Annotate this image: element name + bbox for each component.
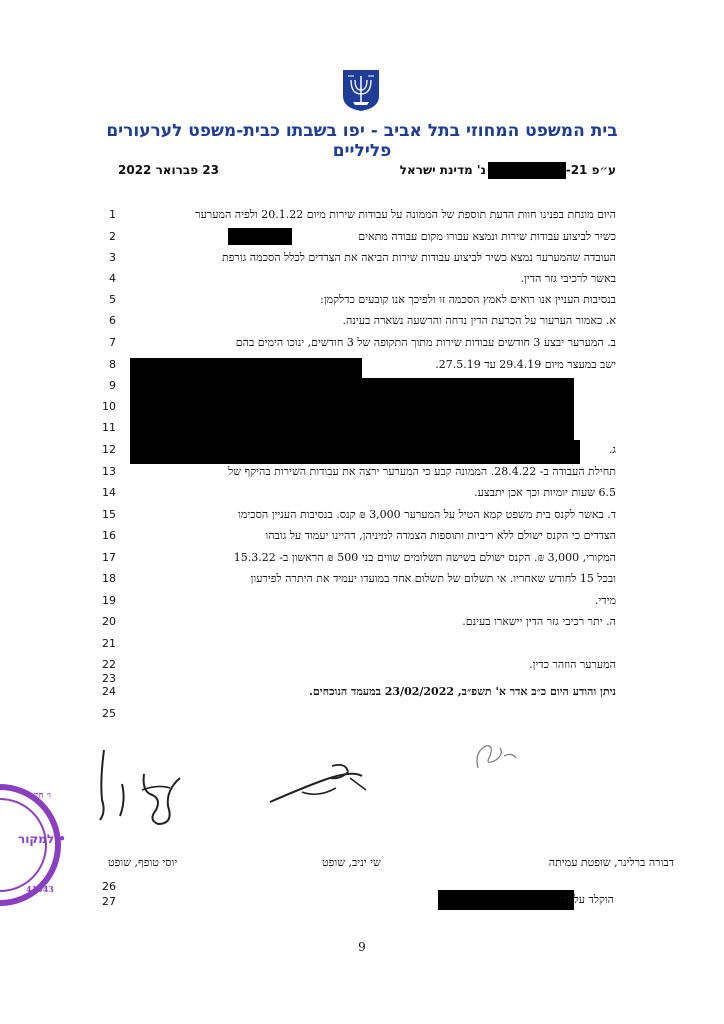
state-emblem-icon <box>341 68 381 112</box>
line-text: ד. באשר לקנס בית משפט קמא הטיל על המערער 3,000 ₪ קנס. בנסיבות העניין הסכימו <box>238 508 616 521</box>
line-text: א. כאמור הערעור על הכרעת הדין נדחה והרשעה נשארה בעינה. <box>342 314 616 327</box>
line-number: 1 <box>109 208 116 221</box>
court-name-line1: בית המשפט המחוזי בתל אביב - יפו בשבתו כבית-משפט לערעורים <box>106 121 618 141</box>
line-text: ישב במעצר מיום 29.4.19 עד 27.5.19. <box>435 358 616 371</box>
line-number: 4 <box>109 272 116 285</box>
redaction-block <box>130 378 574 464</box>
line-number: 2 <box>109 230 116 243</box>
line-number: 25 <box>102 707 116 720</box>
redaction-workplace <box>228 228 292 245</box>
line-text: באשר לרכיבי גזר הדין. <box>520 272 616 285</box>
line-text: ובכל 15 לחודש שאחריו. אי תשלום של תשלום אחד במועדו יעמיד את היתרה לפירעון <box>250 572 616 585</box>
judge-tofef: יוסי טופף, שופט <box>108 856 178 869</box>
line-number: 6 <box>109 314 116 327</box>
line-number: 15 <box>102 508 116 521</box>
page-number: 9 <box>358 940 366 954</box>
line-text: מידי. <box>594 594 616 607</box>
line-number: 17 <box>102 551 116 564</box>
line-text: המערער הוזהר כדין. <box>529 658 616 671</box>
signature-yossi-tofef <box>82 740 192 830</box>
line-number: 16 <box>102 529 116 542</box>
redaction-case-number <box>488 162 566 179</box>
judge-berliner: דבורה ברלינר, שופטת עמיתה <box>548 856 674 869</box>
line-text: המקורי, 3,000 ₪. הקנס ישולם בשישה תשלומים שווים בני 500 ₪ הראשון ב- 15.3.22 <box>233 551 616 564</box>
line-number: 12 <box>102 443 116 456</box>
line-text: 6.5 שעות יומיות וכך אכן יתבצע. <box>474 486 616 499</box>
line-number: 22 <box>102 658 116 671</box>
line-text: ה. יתר רכיבי גזר הדין יישארו בעינם. <box>462 615 616 628</box>
line-text: העובדה שהמערער נמצא כשיר לביצוע עבודות שירות הביאה את הצדדים לכלל הסכמה גורפת <box>221 251 616 264</box>
line-number: 7 <box>109 336 116 349</box>
line-number: 24 <box>102 685 116 698</box>
hearing-date: 23 פברואר 2022 <box>118 163 219 177</box>
stamp-text-middle: למקור • <box>18 832 66 846</box>
line-number: 5 <box>109 293 116 306</box>
line-number: 21 <box>102 637 116 650</box>
stamp-text-top: ו׳ חיא <box>30 791 51 801</box>
line-number: 23 <box>102 672 116 685</box>
typed-by-label: הוקלד על ידי <box>559 893 614 906</box>
judge-yaniv: שי יניב, שופט <box>322 856 381 869</box>
line-number: 14 <box>102 486 116 499</box>
line-text: כשיר לביצוע עבודות שירות ונמצא עבורו מקום עבודה מתאים <box>358 230 616 243</box>
case-prefix: ע״פ 21- <box>565 163 616 177</box>
line-number-27: 27 <box>102 895 116 908</box>
line-number: 9 <box>109 379 116 392</box>
line-number: 20 <box>102 615 116 628</box>
line-text: בנסיבות העניין אנו רואים לאמץ הסכמה זו ולפיכך אנו קובעים כדלקמן: <box>320 293 616 306</box>
line-text: ב. המערער יבצע 3 חודשים עבודות שירות מתוך התקופה של 3 חודשים, ינוכו הימים בהם <box>235 336 616 349</box>
line-text: ניתן והודע היום כ״ב אדר א' תשפ״ב, 23/02/2022 במעמד הנוכחים. <box>309 685 616 698</box>
signature-dvora-berliner <box>470 738 522 774</box>
case-parties: נ' מדינת ישראל <box>399 163 486 177</box>
line-text: היום מונחת בפנינו חוות הדעת תוספת של הממונה על עבודות שירות מיום 20.1.22 ולפיה המערער <box>195 208 616 221</box>
line-text: ג. <box>608 443 616 456</box>
stamp-text-bottom: 41943 <box>26 884 54 894</box>
line-number: 19 <box>102 594 116 607</box>
line-number: 11 <box>102 421 116 434</box>
line-text: תחילת העבודה ב- 28.4.22. הממונה קבע כי המערער ירצה את עבודות השירות בהיקף של <box>228 465 616 478</box>
line-number-26: 26 <box>102 880 116 893</box>
redaction-line-8 <box>130 358 362 378</box>
line-number: 8 <box>109 358 116 371</box>
signature-shai-yaniv <box>262 758 372 808</box>
line-text: הצדדים כי הקנס ישולם ללא ריביות ותוספות הצמדה למיניהן, דהיינו יעמוד על גובהו <box>265 529 616 542</box>
redaction-block-edge <box>570 440 580 464</box>
line-number: 10 <box>102 400 116 413</box>
line-number: 3 <box>109 251 116 264</box>
line-number: 18 <box>102 572 116 585</box>
line-number: 13 <box>102 465 116 478</box>
redaction-typist <box>438 890 574 910</box>
court-name-line2: פליליים <box>332 141 392 161</box>
